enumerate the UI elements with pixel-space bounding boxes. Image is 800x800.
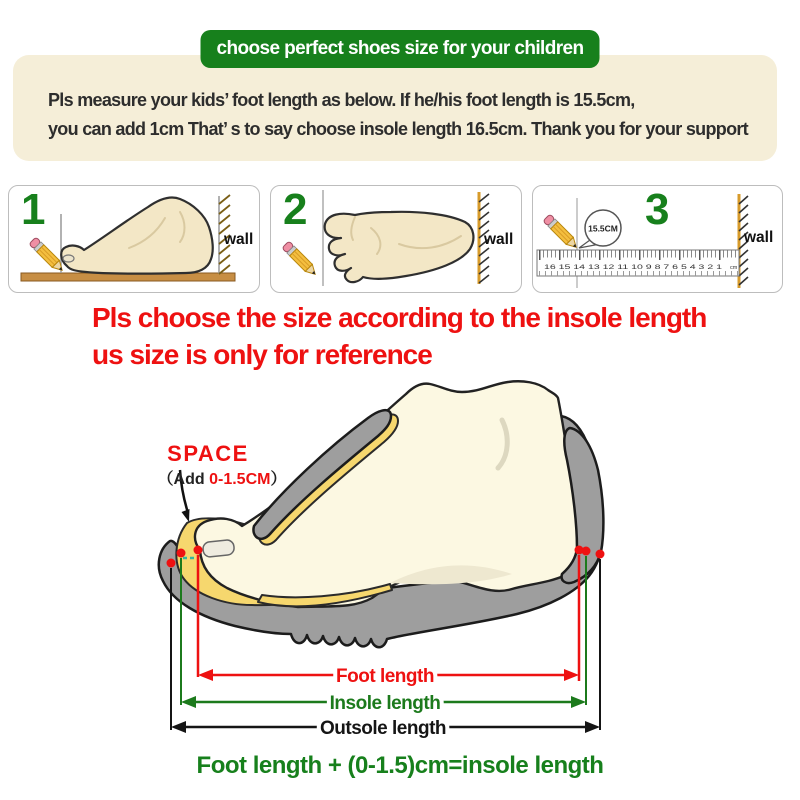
add-value: 0-1.5CM — [209, 471, 271, 488]
ruler-unit: cm — [730, 265, 738, 271]
add-open: （Add — [157, 471, 205, 488]
foot-side-illustration — [61, 198, 213, 274]
add-range-label — [122, 466, 322, 489]
bubble-value: 15.5CM — [588, 223, 618, 234]
formula-text: Foot length + (0-1.5)cm=insole length — [196, 752, 604, 779]
shoe-cross-section-diagram — [140, 378, 670, 750]
step-panel-2 — [270, 185, 522, 293]
step-panel-1 — [8, 185, 260, 293]
insole-length-dimension — [181, 693, 586, 714]
step-2-illustration — [271, 186, 520, 291]
add-close: ） — [270, 471, 287, 488]
page-title: choose perfect shoes size for your children — [216, 38, 584, 59]
step-1-illustration — [9, 186, 258, 291]
title-banner — [201, 30, 600, 68]
toenail — [63, 255, 74, 262]
step-number-3: 3 — [645, 185, 670, 234]
outsole-length-dimension — [171, 718, 600, 739]
space-label: SPACE — [167, 441, 249, 466]
intro-text — [48, 86, 768, 144]
pencil-icon — [282, 241, 319, 278]
toenail — [202, 539, 234, 557]
notice-line-2: us size is only for reference — [92, 339, 432, 370]
wall-label: wall — [224, 231, 254, 248]
step-panel-3 — [532, 185, 783, 293]
step-number-1: 1 — [21, 185, 46, 234]
foot-length-dimension — [198, 666, 579, 687]
insole-length-label: Insole length — [329, 693, 441, 714]
foot-sole-illustration — [325, 212, 474, 282]
space-arrowhead — [182, 509, 190, 522]
foot-length-label: Foot length — [336, 666, 434, 687]
ruler-numbers: 16 15 14 13 12 11 10 9 8 7 6 5 4 3 2 1 — [544, 265, 724, 271]
notice-text — [92, 299, 706, 373]
intro-line-1: Pls measure your kids’ foot length as below. If he/his foot length is 15.5cm, — [48, 90, 635, 110]
pencil-icon — [543, 214, 580, 251]
intro-line-2: you can add 1cm That’ s to say choose insole length 16.5cm. Thank you for your support — [48, 119, 748, 139]
wall-label: wall — [744, 229, 774, 246]
step-number-2: 2 — [283, 185, 308, 234]
outsole-length-label: Outsole length — [320, 718, 446, 739]
notice-line-1: Pls choose the size according to the insole length — [92, 302, 707, 333]
wall-label: wall — [484, 231, 514, 248]
